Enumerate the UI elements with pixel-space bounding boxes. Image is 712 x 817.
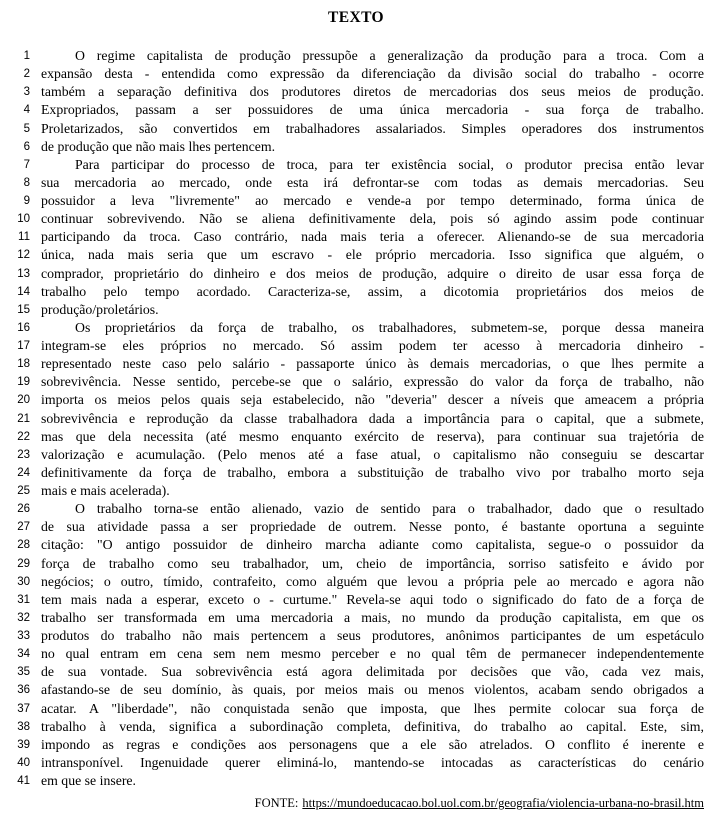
text-body <box>0 47 712 790</box>
line-text: negócios; o outro, tímido, contrafeito, como alguém que levou a própria pele ao mercado e agora não <box>41 573 704 589</box>
text-line <box>0 228 712 246</box>
text-line <box>0 536 712 554</box>
text-line <box>0 663 712 681</box>
text-line <box>0 355 712 373</box>
line-number: 11 <box>18 231 30 244</box>
text-line <box>0 246 712 264</box>
line-number: 41 <box>17 775 30 787</box>
line-number: 18 <box>17 358 30 371</box>
line-text: continuar sobrevivendo. Não se aliena definitivamente dela, pois só agindo assim pode continuar <box>41 211 704 227</box>
line-number: 17 <box>17 340 30 352</box>
line-text: mais e mais acelerada). <box>41 483 170 498</box>
text-line <box>0 591 712 609</box>
line-number: 5 <box>23 122 30 135</box>
line-number: 14 <box>17 285 30 298</box>
line-text: participando da troca. Caso contrário, nada mais teria a oferecer. Alienando-se de sua mercadoria <box>41 229 704 245</box>
line-number: 40 <box>17 756 30 769</box>
line-text: Expropriados, passam a ser possuidores de uma única mercadoria - sua força de trabalho. <box>41 102 704 118</box>
text-line <box>0 101 712 119</box>
line-number: 37 <box>17 702 30 715</box>
text-line <box>0 736 712 754</box>
line-text: única, nada mais seria que um escravo - ele próprio mercadoria. Isso significa que alguém, o <box>41 247 704 263</box>
line-text: possuidor a leva "livremente" ao mercado e vende-a por tempo determinado, forma única de <box>41 193 704 208</box>
line-text: de sua vontade. Sua sobrevivência está agora delimitada por decisões que vão, cada vez mais, <box>41 664 704 680</box>
line-number: 8 <box>23 176 30 189</box>
line-number: 7 <box>23 158 30 171</box>
line-text: O trabalho torna-se então alienado, vazio de sentido para o trabalhador, dado que o resultado <box>75 501 704 517</box>
line-number: 13 <box>17 267 30 280</box>
line-text: também a separação definitiva dos produtores diretos de mercadorias dos seus meios de produção. <box>41 84 704 100</box>
text-line <box>0 210 712 228</box>
text-line <box>0 573 712 591</box>
source-line <box>255 796 704 811</box>
line-text: O regime capitalista de produção pressupõe a generalização da produção para a troca. Com a <box>75 48 704 63</box>
line-number: 26 <box>17 503 30 516</box>
text-line <box>0 337 712 355</box>
text-line <box>0 283 712 301</box>
line-number: 10 <box>17 213 30 226</box>
line-text: de produção que não mais lhes pertencem. <box>41 138 276 154</box>
page-title: TEXTO <box>328 9 384 26</box>
text-line <box>0 428 712 446</box>
text-line <box>0 609 712 627</box>
text-line <box>0 156 712 174</box>
line-number: 38 <box>17 720 30 733</box>
line-text: integram-se eles próprios no mercado. Só assim podem ter acesso à mercadoria dinheiro - <box>41 338 704 353</box>
line-text: afastando-se de seu domínio, às quais, por meios mais ou menos violentos, acabam sendo obrigados a <box>41 682 704 698</box>
line-text: sobrevivência e reprodução da classe trabalhadora dada a importância para o capital, que a submete, <box>41 410 704 426</box>
line-number: 12 <box>17 249 30 262</box>
text-line <box>0 754 712 772</box>
text-line <box>0 700 712 718</box>
line-text: valorização e acumulação. (Pelo menos até a fase atual, o capitalismo não conseguiu se descartar <box>41 446 704 462</box>
line-number: 31 <box>17 593 30 606</box>
line-text: Para participar do processo de troca, para ter existência social, o produtor precisa então levar <box>75 156 704 172</box>
text-line <box>0 391 712 409</box>
line-number: 3 <box>23 86 30 99</box>
line-number: 24 <box>17 466 30 479</box>
text-line <box>0 83 712 101</box>
line-number: 9 <box>23 195 30 207</box>
line-text: trabalho pelo tempo acordado. Caracteriza-se, assim, a dicotomia proprietários dos meios de <box>41 283 704 299</box>
line-text: importa os meios pelos quais seja estabelecido, não "deveria" descer a níveis que ameacem a própria <box>41 392 704 408</box>
text-line <box>0 464 712 482</box>
text-line <box>0 138 712 156</box>
line-text: produtos do trabalho não mais pertencem a seus produtores, anônimos participantes de um espetáculo <box>41 628 704 643</box>
line-text: definitivamente da força de trabalho, embora a substituição de trabalho vivo por trabalho morto seja <box>41 464 704 480</box>
text-line <box>0 47 712 65</box>
text-line <box>0 772 712 790</box>
line-number: 16 <box>17 321 30 334</box>
line-text: mas que dela necessita (até mesmo enquanto exército de reserva), para continuar sua trajetória de <box>41 428 704 444</box>
line-number: 6 <box>23 140 30 153</box>
source-url-link[interactable]: https://mundoeducacao.bol.uol.com.br/geografia/violencia-urbana-no-brasil.htm <box>302 796 704 810</box>
line-text: intransponível. Ingenuidade querer eliminá-lo, mantendo-se intocadas as características do cenário <box>41 754 704 770</box>
text-line <box>0 482 712 500</box>
line-text: sobrevivência. Nesse sentido, percebe-se que o salário, expressão do valor da força de trabalho, não <box>41 374 704 390</box>
line-number: 27 <box>17 521 30 534</box>
line-number: 23 <box>17 448 30 461</box>
line-text: comprador, proprietário do dinheiro e dos meios de produção, adquire o direito de usar essa força de <box>41 265 704 281</box>
line-number: 20 <box>17 394 30 407</box>
line-text: expansão desta - entendida como expressão da diferenciação da divisão social do trabalho - ocorre <box>41 66 704 82</box>
line-number: 15 <box>17 303 30 316</box>
line-number: 28 <box>17 539 30 552</box>
text-line <box>0 65 712 83</box>
line-number: 25 <box>17 485 30 497</box>
text-line <box>0 518 712 536</box>
text-line <box>0 718 712 736</box>
line-text: acatar. A "liberdade", não conquistada senão que imposta, que lhes permite colocar sua força de <box>41 700 704 716</box>
line-number: 36 <box>17 684 30 697</box>
line-text: de sua atividade passa a ser propriedade de outrem. Nesse ponto, é bastante oportuna a seguinte <box>41 519 704 535</box>
line-number: 33 <box>17 630 30 642</box>
line-text: Os proprietários da força de trabalho, os trabalhadores, submetem-se, porque dessa maneira <box>75 319 704 335</box>
line-number: 21 <box>17 412 30 425</box>
line-text: tem mais nada a esperar, exceto o - curtume." Revela-se aqui todo o significado do fato de a força de <box>41 591 704 607</box>
text-line <box>0 265 712 283</box>
text-line <box>0 120 712 138</box>
text-line <box>0 192 712 210</box>
line-text: sua mercadoria ao mercado, onde esta irá defrontar-se com todas as demais mercadorias. Seu <box>41 174 704 190</box>
line-text: força de trabalho como seu trabalhador, um, cheio de importância, sorriso satisfeito e ávido por <box>41 555 704 571</box>
line-number: 39 <box>17 738 30 751</box>
text-line <box>0 410 712 428</box>
line-text: citação: "O antigo possuidor de dinheiro marcha adiante como capitalista, segue-o o possuidor da <box>41 537 704 553</box>
text-line <box>0 555 712 573</box>
line-number: 35 <box>17 666 30 679</box>
line-number: 19 <box>17 376 30 389</box>
line-text: trabalho ser transformada em uma mercadoria a mais, no mundo da produção capitalista, em que os <box>41 609 704 625</box>
text-line <box>0 500 712 518</box>
text-line <box>0 319 712 337</box>
line-text: impondo as regras e condições aos personagens que a ele são atrelados. O conflito é inerente e <box>41 736 704 752</box>
line-text: representado neste caso pelo salário - passaporte único às demais mercadorias, o que lhes permite a <box>41 356 704 372</box>
line-text: em que se insere. <box>41 773 137 788</box>
line-number: 2 <box>23 68 30 81</box>
text-line <box>0 373 712 391</box>
text-line <box>0 681 712 699</box>
text-line <box>0 174 712 192</box>
source-label: FONTE: <box>254 796 299 810</box>
text-line <box>0 301 712 319</box>
line-text: Proletarizados, são convertidos em trabalhadores assalariados. Simples operadores dos instrumentos <box>41 120 704 136</box>
line-number: 22 <box>17 430 30 443</box>
line-number: 32 <box>17 611 30 624</box>
line-number: 29 <box>17 557 30 570</box>
line-number: 34 <box>17 648 30 661</box>
line-number: 4 <box>23 104 30 117</box>
line-text: produção/proletários. <box>41 301 159 317</box>
line-text: trabalho à venda, significa a subordinação completa, definitiva, do trabalho ao capital. Este, sim, <box>41 718 704 734</box>
text-line <box>0 627 712 645</box>
text-line <box>0 645 712 663</box>
line-number: 30 <box>17 575 30 588</box>
line-number: 1 <box>23 50 30 62</box>
line-text: no qual entram em cena sem nem mesmo perceber e no qual têm de permanecer independentemente <box>41 646 704 662</box>
text-line <box>0 446 712 464</box>
